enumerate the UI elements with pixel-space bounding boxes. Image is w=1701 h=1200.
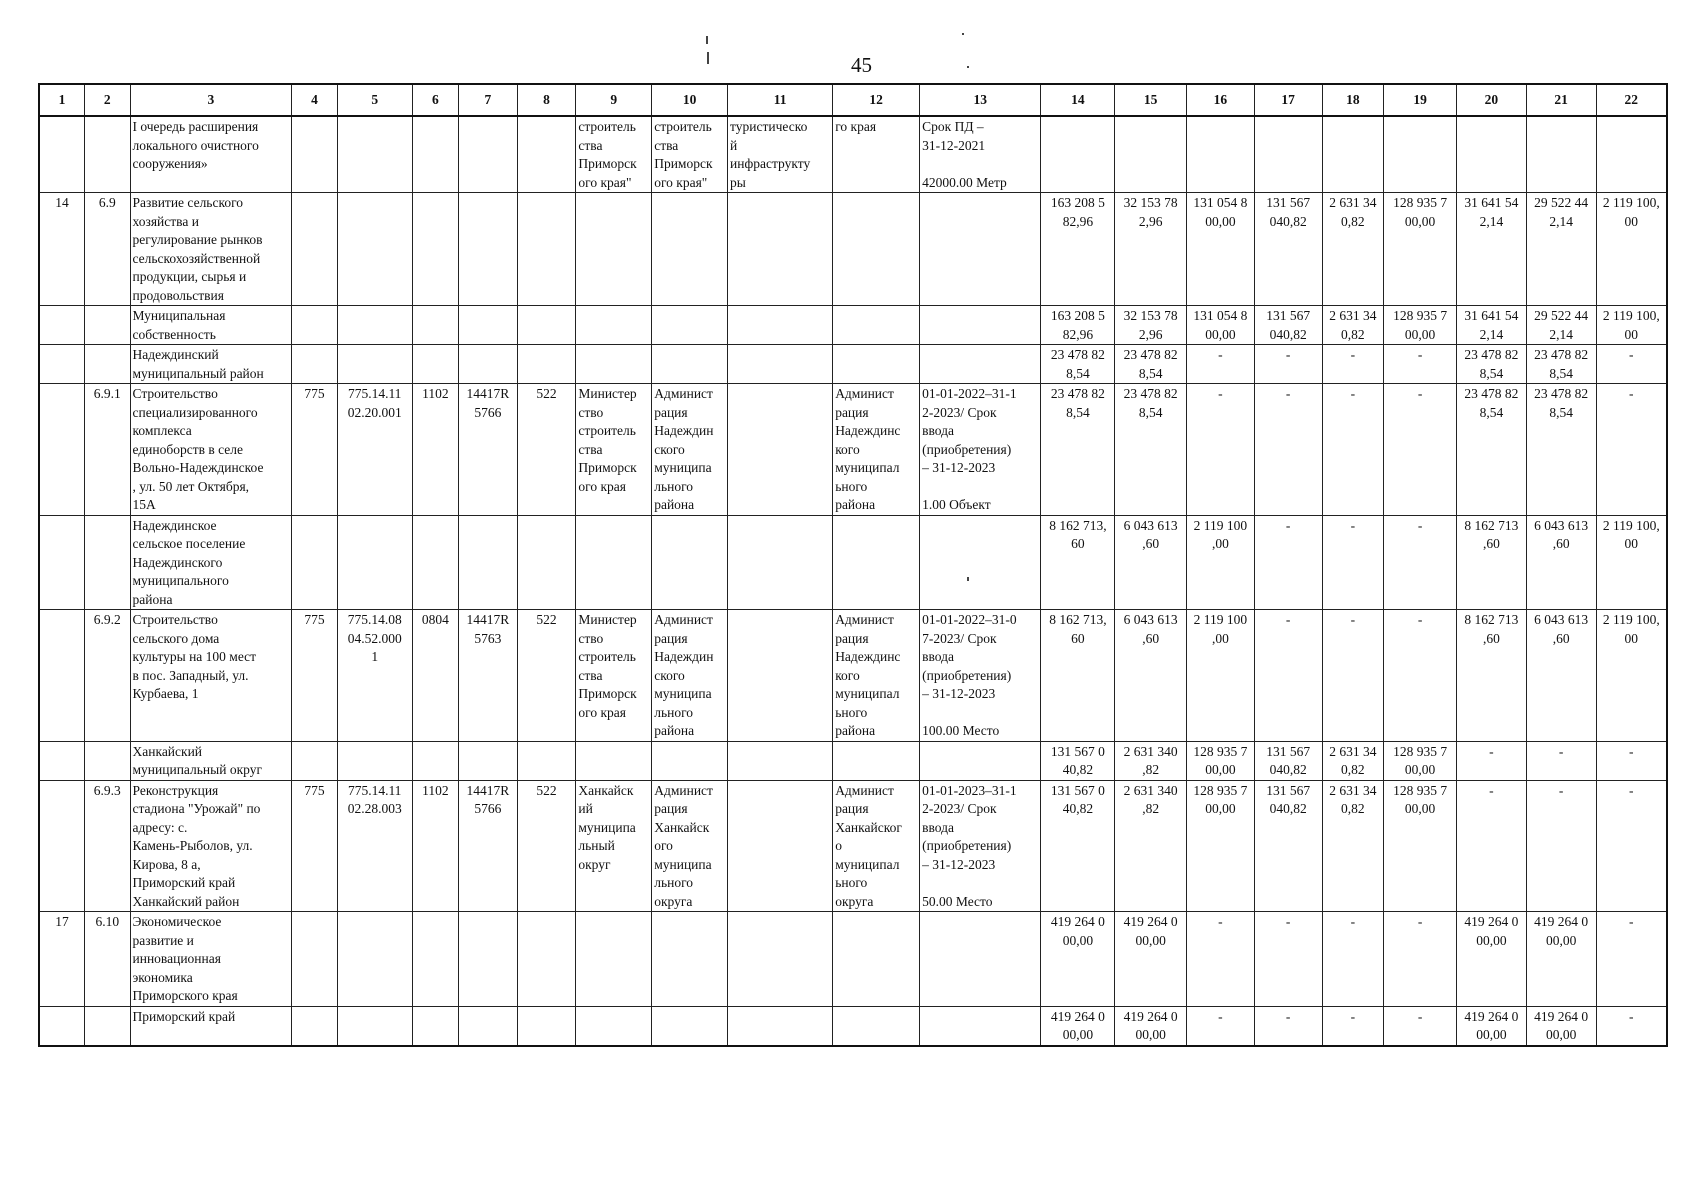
table-cell-col-5: [337, 912, 412, 1007]
table-cell-col-4: [292, 193, 338, 306]
table-cell-col-12: го края: [833, 116, 920, 193]
table-cell-col-20: 23 478 82 8,54: [1457, 384, 1527, 516]
table-cell-col-21: 23 478 82 8,54: [1526, 345, 1596, 384]
budget-table: [38, 83, 1668, 1047]
table-cell-col-20: 8 162 713 ,60: [1457, 610, 1527, 742]
table-cell-col-8: 522: [517, 384, 576, 516]
table-cell-col-9: Министер ство строитель ства Приморск ого края: [576, 610, 652, 742]
header-row: [39, 84, 1667, 116]
column-header-19: 19: [1384, 84, 1457, 116]
table-cell-col-14: 131 567 0 40,82: [1041, 741, 1115, 780]
table-cell-col-22: -: [1596, 780, 1667, 912]
table-cell-col-8: [517, 345, 576, 384]
table-cell-col-20: 31 641 54 2,14: [1457, 306, 1527, 345]
table-cell-col-14: 131 567 0 40,82: [1041, 780, 1115, 912]
table-cell-col-10: Админист рация Ханкайск ого муниципа льного округа: [652, 780, 728, 912]
table-cell-col-14: [1041, 116, 1115, 193]
table-cell-col-22: 2 119 100, 00: [1596, 193, 1667, 306]
table-cell-col-21: 29 522 44 2,14: [1526, 193, 1596, 306]
table-cell-col-9: строитель ства Приморск ого края": [576, 116, 652, 193]
scan-artifact: [962, 33, 964, 35]
table-cell-col-6: [412, 912, 459, 1007]
table-cell-col-16: -: [1187, 1006, 1255, 1046]
table-cell-col-5: [337, 345, 412, 384]
column-header-2: 2: [85, 84, 131, 116]
table-cell-col-1: 17: [39, 912, 85, 1007]
table-cell-col-5: [337, 741, 412, 780]
table-cell-col-3: I очередь расширения локального очистного сооружения»: [130, 116, 292, 193]
column-header-6: 6: [412, 84, 459, 116]
table-cell-col-11: [728, 741, 833, 780]
table-cell-col-16: 2 119 100 ,00: [1187, 610, 1255, 742]
table-cell-col-11: [728, 780, 833, 912]
table-cell-col-22: 2 119 100, 00: [1596, 610, 1667, 742]
table-cell-col-8: [517, 116, 576, 193]
table-cell-col-11: [728, 610, 833, 742]
table-cell-col-20: 8 162 713 ,60: [1457, 515, 1527, 610]
table-cell-col-12: Админист рация Надеждинс кого муниципал ьного района: [833, 384, 920, 516]
table-cell-col-17: 131 567 040,82: [1254, 741, 1322, 780]
table-cell-col-21: -: [1526, 741, 1596, 780]
table-cell-col-20: -: [1457, 780, 1527, 912]
table-cell-col-9: [576, 306, 652, 345]
table-cell-col-15: 2 631 340 ,82: [1115, 780, 1187, 912]
table-cell-col-11: [728, 912, 833, 1007]
column-header-18: 18: [1322, 84, 1384, 116]
table-cell-col-1: [39, 345, 85, 384]
table-cell-col-18: 2 631 34 0,82: [1322, 306, 1384, 345]
table-cell-col-7: 14417R 5766: [459, 384, 518, 516]
table-cell-col-4: [292, 912, 338, 1007]
table-cell-col-13: Срок ПД – 31-12-2021 42000.00 Метр: [920, 116, 1041, 193]
table-cell-col-20: 419 264 0 00,00: [1457, 1006, 1527, 1046]
table-cell-col-9: Ханкайск ий муниципа льный округ: [576, 780, 652, 912]
table-cell-col-1: [39, 1006, 85, 1046]
table-cell-col-14: 23 478 82 8,54: [1041, 384, 1115, 516]
table-row: [39, 912, 1667, 1007]
table-cell-col-4: [292, 515, 338, 610]
table-cell-col-13: [920, 193, 1041, 306]
table-cell-col-8: 522: [517, 780, 576, 912]
table-cell-col-4: [292, 1006, 338, 1046]
table-cell-col-8: [517, 193, 576, 306]
table-header: [39, 84, 1667, 116]
table-cell-col-5: [337, 1006, 412, 1046]
column-header-16: 16: [1187, 84, 1255, 116]
table-cell-col-15: 23 478 82 8,54: [1115, 384, 1187, 516]
table-cell-col-15: 6 043 613 ,60: [1115, 610, 1187, 742]
table-cell-col-17: [1254, 116, 1322, 193]
table-cell-col-22: -: [1596, 345, 1667, 384]
table-cell-col-19: 128 935 7 00,00: [1384, 193, 1457, 306]
table-cell-col-8: 522: [517, 610, 576, 742]
table-cell-col-14: 163 208 5 82,96: [1041, 306, 1115, 345]
column-header-20: 20: [1457, 84, 1527, 116]
column-header-4: 4: [292, 84, 338, 116]
table-cell-col-2: 6.10: [85, 912, 131, 1007]
table-cell-col-5: 775.14.11 02.20.001: [337, 384, 412, 516]
table-cell-col-6: [412, 741, 459, 780]
table-cell-col-19: -: [1384, 610, 1457, 742]
scan-artifact: [706, 36, 708, 44]
table-cell-col-22: [1596, 116, 1667, 193]
table-cell-col-6: [412, 193, 459, 306]
table-row: [39, 515, 1667, 610]
table-cell-col-1: [39, 515, 85, 610]
table-cell-col-6: [412, 515, 459, 610]
table-cell-col-19: 128 935 7 00,00: [1384, 741, 1457, 780]
table-cell-col-21: 6 043 613 ,60: [1526, 515, 1596, 610]
table-cell-col-20: -: [1457, 741, 1527, 780]
table-cell-col-16: [1187, 116, 1255, 193]
table-body: [39, 116, 1667, 1046]
column-header-13: 13: [920, 84, 1041, 116]
table-cell-col-19: 128 935 7 00,00: [1384, 780, 1457, 912]
table-cell-col-8: [517, 1006, 576, 1046]
table-cell-col-3: Надеждинское сельское поселение Надеждинского муниципального района: [130, 515, 292, 610]
table-cell-col-6: [412, 306, 459, 345]
column-header-17: 17: [1254, 84, 1322, 116]
table-cell-col-14: 163 208 5 82,96: [1041, 193, 1115, 306]
table-cell-col-7: [459, 741, 518, 780]
table-cell-col-15: 6 043 613 ,60: [1115, 515, 1187, 610]
table-cell-col-16: 128 935 7 00,00: [1187, 741, 1255, 780]
table-cell-col-18: -: [1322, 515, 1384, 610]
table-cell-col-21: 23 478 82 8,54: [1526, 384, 1596, 516]
table-cell-col-20: 419 264 0 00,00: [1457, 912, 1527, 1007]
table-cell-col-12: [833, 741, 920, 780]
table-cell-col-7: 14417R 5766: [459, 780, 518, 912]
table-cell-col-20: 23 478 82 8,54: [1457, 345, 1527, 384]
table-cell-col-15: 2 631 340 ,82: [1115, 741, 1187, 780]
table-cell-col-18: -: [1322, 610, 1384, 742]
table-cell-col-11: [728, 306, 833, 345]
table-cell-col-3: Приморский край: [130, 1006, 292, 1046]
table-cell-col-10: [652, 345, 728, 384]
table-row: [39, 345, 1667, 384]
table-cell-col-12: [833, 1006, 920, 1046]
table-cell-col-18: 2 631 34 0,82: [1322, 780, 1384, 912]
table-cell-col-4: 775: [292, 384, 338, 516]
table-cell-col-2: 6.9: [85, 193, 131, 306]
table-cell-col-10: [652, 515, 728, 610]
table-cell-col-1: 14: [39, 193, 85, 306]
table-cell-col-5: [337, 306, 412, 345]
table-cell-col-21: 419 264 0 00,00: [1526, 1006, 1596, 1046]
table-cell-col-15: 32 153 78 2,96: [1115, 193, 1187, 306]
table-cell-col-2: [85, 116, 131, 193]
table-cell-col-7: [459, 1006, 518, 1046]
column-header-7: 7: [459, 84, 518, 116]
table-cell-col-21: 29 522 44 2,14: [1526, 306, 1596, 345]
table-cell-col-5: [337, 116, 412, 193]
table-cell-col-12: [833, 306, 920, 345]
table-cell-col-19: -: [1384, 345, 1457, 384]
column-header-15: 15: [1115, 84, 1187, 116]
table-cell-col-10: [652, 193, 728, 306]
table-cell-col-10: Админист рация Надеждин ского муниципа льного района: [652, 610, 728, 742]
table-cell-col-9: [576, 912, 652, 1007]
table-cell-col-17: 131 567 040,82: [1254, 306, 1322, 345]
table-cell-col-18: -: [1322, 912, 1384, 1007]
table-cell-col-9: [576, 1006, 652, 1046]
table-cell-col-8: [517, 741, 576, 780]
table-cell-col-18: 2 631 34 0,82: [1322, 193, 1384, 306]
column-header-22: 22: [1596, 84, 1667, 116]
table-cell-col-18: -: [1322, 1006, 1384, 1046]
table-cell-col-9: Министер ство строитель ства Приморск ого края: [576, 384, 652, 516]
table-cell-col-10: [652, 912, 728, 1007]
table-cell-col-7: [459, 193, 518, 306]
table-cell-col-3: Ханкайский муниципальный округ: [130, 741, 292, 780]
table-cell-col-5: [337, 193, 412, 306]
table-cell-col-16: 131 054 8 00,00: [1187, 306, 1255, 345]
table-cell-col-16: -: [1187, 384, 1255, 516]
table-cell-col-6: [412, 1006, 459, 1046]
table-cell-col-20: 31 641 54 2,14: [1457, 193, 1527, 306]
table-cell-col-6: [412, 116, 459, 193]
table-cell-col-3: Экономическое развитие и инновационная экономика Приморского края: [130, 912, 292, 1007]
table-cell-col-3: Надеждинский муниципальный район: [130, 345, 292, 384]
table-cell-col-4: [292, 345, 338, 384]
table-cell-col-22: -: [1596, 912, 1667, 1007]
table-row: [39, 610, 1667, 742]
table-cell-col-8: [517, 515, 576, 610]
table-cell-col-13: 01-01-2022–31-1 2-2023/ Срок ввода (приобретения) – 31-12-2023 1.00 Объект: [920, 384, 1041, 516]
table-cell-col-21: [1526, 116, 1596, 193]
table-cell-col-15: [1115, 116, 1187, 193]
table-cell-col-12: [833, 345, 920, 384]
table-cell-col-5: 775.14.11 02.28.003: [337, 780, 412, 912]
column-header-9: 9: [576, 84, 652, 116]
page-number: 45: [851, 53, 872, 77]
table-cell-col-15: 419 264 0 00,00: [1115, 912, 1187, 1007]
table-cell-col-17: -: [1254, 1006, 1322, 1046]
table-cell-col-1: [39, 741, 85, 780]
table-cell-col-6: 0804: [412, 610, 459, 742]
table-cell-col-3: Строительство сельского дома культуры на 100 мест в пос. Западный, ул. Курбаева, 1: [130, 610, 292, 742]
table-cell-col-19: -: [1384, 384, 1457, 516]
table-cell-col-10: строитель ства Приморск ого края": [652, 116, 728, 193]
table-cell-col-20: [1457, 116, 1527, 193]
table-cell-col-11: [728, 384, 833, 516]
table-cell-col-4: [292, 741, 338, 780]
table-cell-col-4: [292, 306, 338, 345]
table-cell-col-19: -: [1384, 515, 1457, 610]
table-cell-col-18: -: [1322, 384, 1384, 516]
table-cell-col-14: 23 478 82 8,54: [1041, 345, 1115, 384]
table-cell-col-12: [833, 912, 920, 1007]
table-cell-col-8: [517, 306, 576, 345]
table-cell-col-4: 775: [292, 780, 338, 912]
table-cell-col-10: [652, 306, 728, 345]
table-cell-col-14: 8 162 713, 60: [1041, 610, 1115, 742]
table-cell-col-13: [920, 515, 1041, 610]
table-cell-col-17: 131 567 040,82: [1254, 780, 1322, 912]
table-cell-col-16: -: [1187, 912, 1255, 1007]
table-cell-col-2: [85, 741, 131, 780]
table-cell-col-21: -: [1526, 780, 1596, 912]
table-cell-col-18: [1322, 116, 1384, 193]
table-cell-col-9: [576, 515, 652, 610]
column-header-8: 8: [517, 84, 576, 116]
table-cell-col-6: 1102: [412, 780, 459, 912]
table-cell-col-10: [652, 741, 728, 780]
table-cell-col-9: [576, 193, 652, 306]
table-cell-col-7: [459, 306, 518, 345]
table-cell-col-6: 1102: [412, 384, 459, 516]
table-cell-col-19: 128 935 7 00,00: [1384, 306, 1457, 345]
table-cell-col-18: 2 631 34 0,82: [1322, 741, 1384, 780]
table-cell-col-6: [412, 345, 459, 384]
table-cell-col-4: [292, 116, 338, 193]
table-cell-col-22: -: [1596, 1006, 1667, 1046]
column-header-10: 10: [652, 84, 728, 116]
table-cell-col-7: [459, 912, 518, 1007]
table-cell-col-14: 8 162 713, 60: [1041, 515, 1115, 610]
table-cell-col-14: 419 264 0 00,00: [1041, 1006, 1115, 1046]
table-cell-col-12: Админист рация Ханкайског о муниципал ьного округа: [833, 780, 920, 912]
table-cell-col-13: [920, 741, 1041, 780]
table-cell-col-15: 32 153 78 2,96: [1115, 306, 1187, 345]
table-row: [39, 116, 1667, 193]
table-cell-col-22: -: [1596, 384, 1667, 516]
table-cell-col-2: 6.9.1: [85, 384, 131, 516]
table-cell-col-13: [920, 306, 1041, 345]
scan-artifact: [707, 52, 709, 64]
table-cell-col-17: -: [1254, 384, 1322, 516]
table-cell-col-11: [728, 1006, 833, 1046]
table-cell-col-14: 419 264 0 00,00: [1041, 912, 1115, 1007]
table-row: [39, 384, 1667, 516]
table-cell-col-16: 2 119 100 ,00: [1187, 515, 1255, 610]
table-cell-col-15: 419 264 0 00,00: [1115, 1006, 1187, 1046]
table-cell-col-13: 01-01-2023–31-1 2-2023/ Срок ввода (приобретения) – 31-12-2023 50.00 Место: [920, 780, 1041, 912]
table-cell-col-11: [728, 515, 833, 610]
column-header-21: 21: [1526, 84, 1596, 116]
table-cell-col-5: [337, 515, 412, 610]
table-cell-col-13: [920, 345, 1041, 384]
column-header-12: 12: [833, 84, 920, 116]
table-cell-col-8: [517, 912, 576, 1007]
table-cell-col-16: 128 935 7 00,00: [1187, 780, 1255, 912]
table-row: [39, 306, 1667, 345]
table-cell-col-12: Админист рация Надеждинс кого муниципал ьного района: [833, 610, 920, 742]
table-cell-col-1: [39, 610, 85, 742]
table-row: [39, 193, 1667, 306]
table-cell-col-4: 775: [292, 610, 338, 742]
table-cell-col-9: [576, 741, 652, 780]
table-cell-col-11: туристическо й инфраструкту ры: [728, 116, 833, 193]
table-cell-col-22: 2 119 100, 00: [1596, 306, 1667, 345]
table-cell-col-11: [728, 193, 833, 306]
table-cell-col-13: [920, 912, 1041, 1007]
table-cell-col-17: 131 567 040,82: [1254, 193, 1322, 306]
table-cell-col-10: Админист рация Надеждин ского муниципа льного района: [652, 384, 728, 516]
table-cell-col-21: 419 264 0 00,00: [1526, 912, 1596, 1007]
column-header-11: 11: [728, 84, 833, 116]
table-cell-col-2: [85, 515, 131, 610]
table-cell-col-1: [39, 780, 85, 912]
table-cell-col-19: -: [1384, 1006, 1457, 1046]
table-cell-col-13: 01-01-2022–31-0 7-2023/ Срок ввода (приобретения) – 31-12-2023 100.00 Место: [920, 610, 1041, 742]
scan-artifact: [967, 66, 969, 68]
table-cell-col-22: -: [1596, 741, 1667, 780]
table-cell-col-1: [39, 306, 85, 345]
table-cell-col-17: -: [1254, 345, 1322, 384]
table-cell-col-7: 14417R 5763: [459, 610, 518, 742]
column-header-5: 5: [337, 84, 412, 116]
table-row: [39, 780, 1667, 912]
table-cell-col-7: [459, 116, 518, 193]
table-cell-col-18: -: [1322, 345, 1384, 384]
table-cell-col-12: [833, 515, 920, 610]
table-cell-col-19: [1384, 116, 1457, 193]
table-cell-col-19: -: [1384, 912, 1457, 1007]
table-cell-col-17: -: [1254, 610, 1322, 742]
table-cell-col-2: [85, 1006, 131, 1046]
table-cell-col-15: 23 478 82 8,54: [1115, 345, 1187, 384]
table-cell-col-3: Муниципальная собственность: [130, 306, 292, 345]
table-cell-col-12: [833, 193, 920, 306]
table-cell-col-16: -: [1187, 345, 1255, 384]
table-cell-col-5: 775.14.08 04.52.000 1: [337, 610, 412, 742]
table-cell-col-13: [920, 1006, 1041, 1046]
table-cell-col-7: [459, 515, 518, 610]
table-cell-col-2: [85, 345, 131, 384]
table-cell-col-10: [652, 1006, 728, 1046]
table-cell-col-11: [728, 345, 833, 384]
table-cell-col-3: Строительство специализированного комплекса единоборств в селе Вольно-Надеждинское , ул. 50 лет Октября, 15А: [130, 384, 292, 516]
table-cell-col-2: 6.9.2: [85, 610, 131, 742]
column-header-14: 14: [1041, 84, 1115, 116]
table-cell-col-3: Развитие сельского хозяйства и регулирование рынков сельскохозяйственной продукции, сырья и продовольствия: [130, 193, 292, 306]
table-cell-col-1: [39, 384, 85, 516]
table-cell-col-17: -: [1254, 912, 1322, 1007]
column-header-1: 1: [39, 84, 85, 116]
table-cell-col-17: -: [1254, 515, 1322, 610]
table-cell-col-2: [85, 306, 131, 345]
table-cell-col-2: 6.9.3: [85, 780, 131, 912]
table-cell-col-9: [576, 345, 652, 384]
table-cell-col-21: 6 043 613 ,60: [1526, 610, 1596, 742]
table-row: [39, 1006, 1667, 1046]
table-cell-col-22: 2 119 100, 00: [1596, 515, 1667, 610]
table-row: [39, 741, 1667, 780]
column-header-3: 3: [130, 84, 292, 116]
table-cell-col-1: [39, 116, 85, 193]
table-cell-col-3: Реконструкция стадиона "Урожай" по адресу: с. Камень-Рыболов, ул. Кирова, 8 а, Приморский край Ханкайский район: [130, 780, 292, 912]
table-cell-col-16: 131 054 8 00,00: [1187, 193, 1255, 306]
table-cell-col-7: [459, 345, 518, 384]
